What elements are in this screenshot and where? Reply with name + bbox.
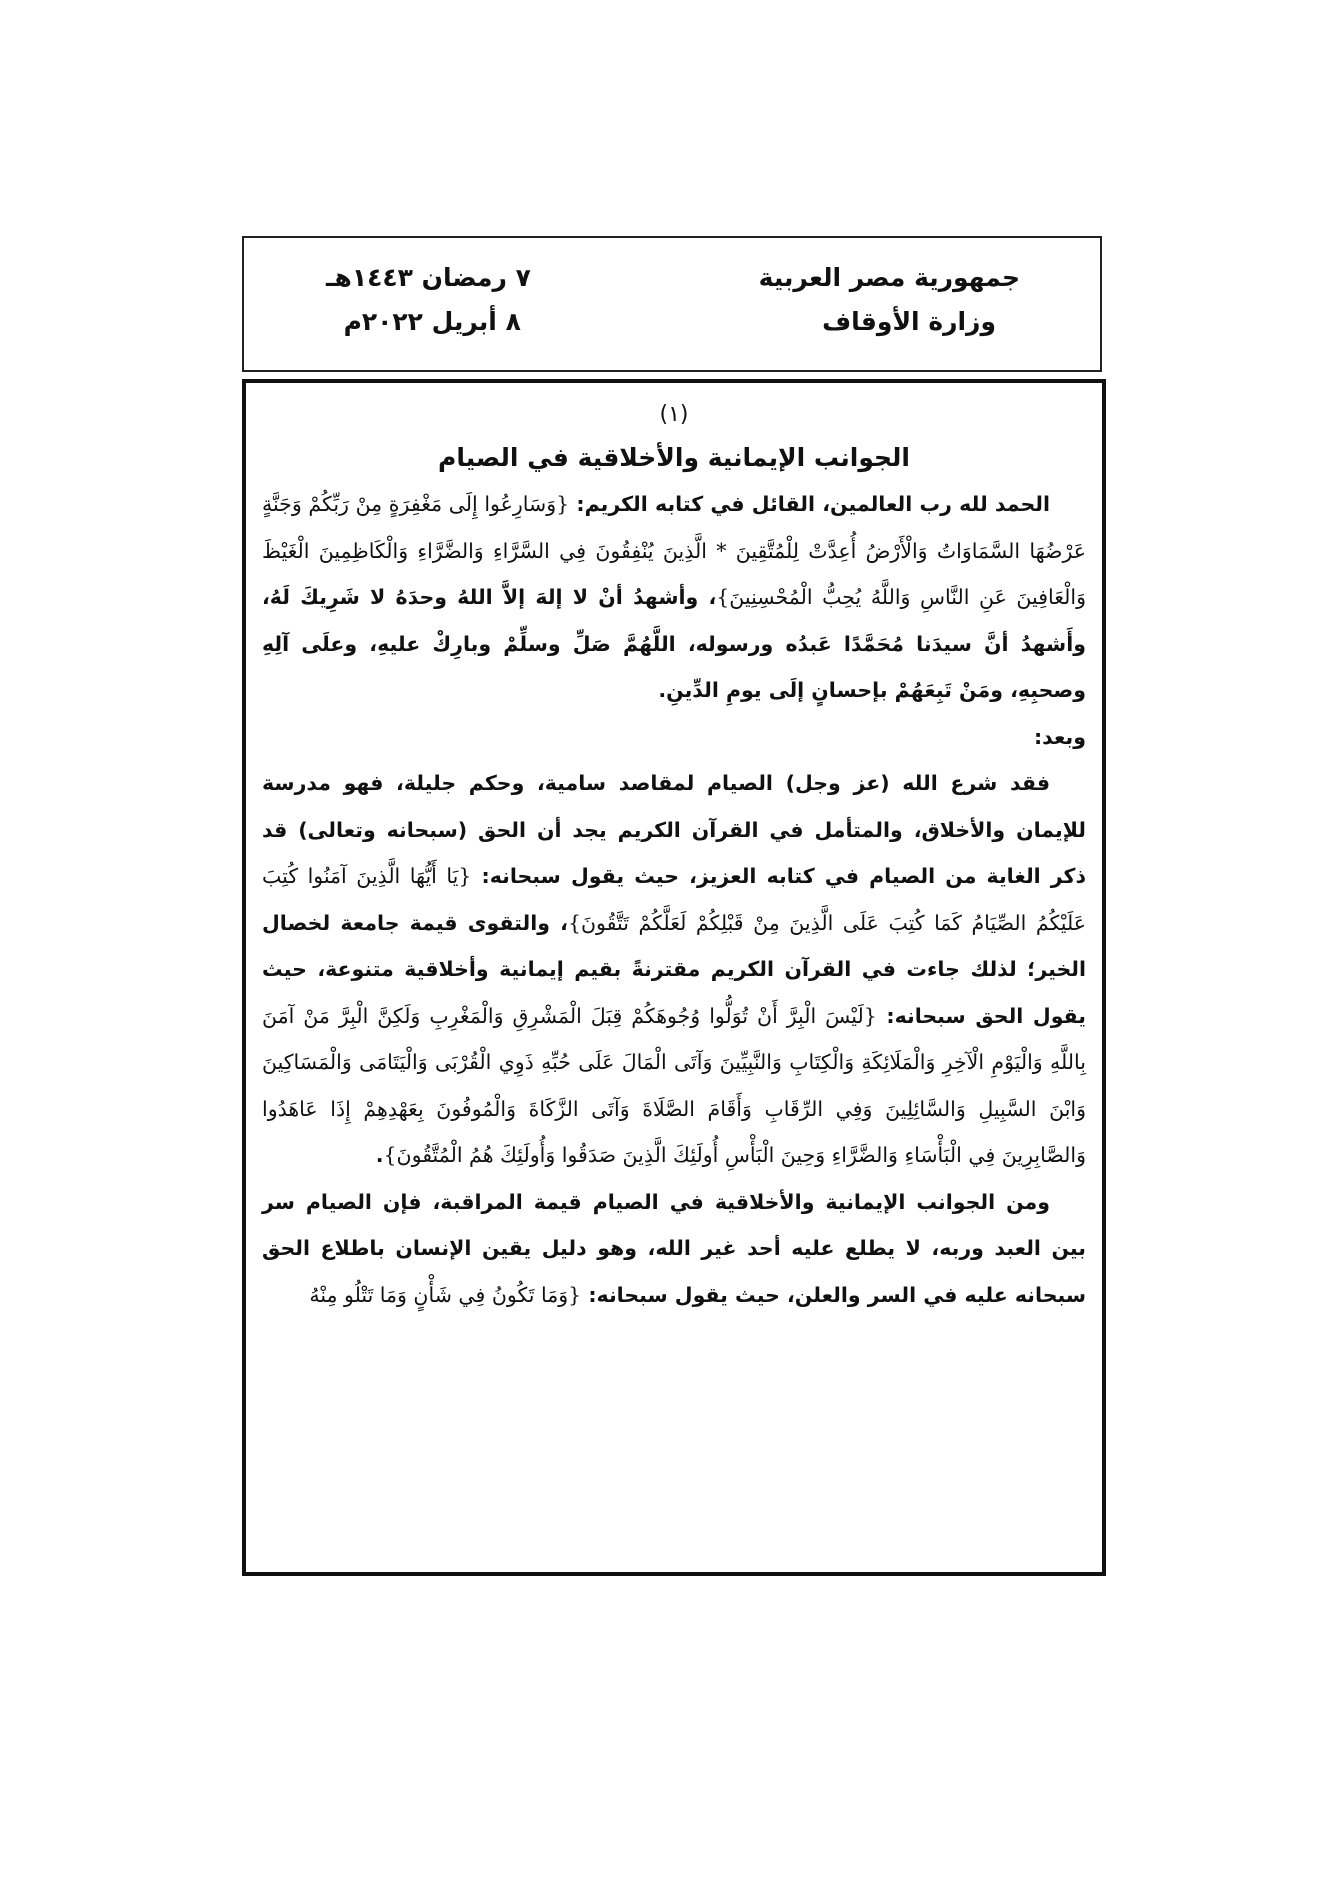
purpose-text: فقد شرع الله (عز وجل) الصيام لمقاصد سامية، وحكم جليلة، فهو مدرسة للإيمان والأخلاق، والمتأمل في القرآن الكريم يجد أن الحق (سبحانه وتعالى) قد ذكر الغاية من الصيام في كتابه العزيز، حيث يقول سبحانه: [262,771,1086,888]
hijri-date: ٧ رمضان ١٤٤٣هـ [326,263,531,292]
transition-text: وبعد: [1033,724,1086,749]
page-number: (١) [659,402,689,427]
header-issuer [759,256,1020,344]
page-title: الجوانب الإيمانية والأخلاقية في الصيام [438,443,910,472]
paragraph-transition [262,714,1086,761]
ministry-name: وزارة الأوقاف [822,307,996,336]
document-header [242,236,1102,372]
header-dates [326,256,531,344]
paragraph-opening [262,481,1086,714]
sermon-body [242,379,1106,1576]
paragraph-fasting-purpose [262,760,1086,1179]
gregorian-date: ٨ أبريل ٢٠٢٢م [343,307,521,336]
quran-verse: {لَيْسَ الْبِرَّ أَنْ تُوَلُّوا وُجُوهَكُمْ قِبَلَ الْمَشْرِقِ وَالْمَغْرِبِ وَلَكِنَّ الْبِرَّ مَنْ آمَنَ بِاللَّهِ وَالْيَوْمِ الْآخِرِ وَالْمَلَائِكَةِ وَالْكِتَابِ وَالنَّبِيِّينَ وَآتَى الْمَالَ عَلَى حُبِّهِ ذَوِي الْقُرْبَى وَالْيَتَامَى وَالْمَسَاكِينَ وَابْنَ السَّبِيلِ وَالسَّائِلِينَ وَفِي الرِّقَابِ وَأَقَامَ الصَّلَاةَ وَآتَى الزَّكَاةَ وَالْمُوفُونَ بِعَهْدِهِمْ إِذَا عَاهَدُوا وَالصَّابِرِينَ فِي الْبَأْسَاءِ وَالضَّرَّاءِ وَحِينَ الْبَأْسِ أُولَئِكَ الَّذِينَ صَدَقُوا وَأُولَئِكَ هُمُ الْمُتَّقُونَ} [262,1003,1086,1167]
paragraph-vigilance [262,1179,1086,1319]
country-name: جمهورية مصر العربية [758,263,1020,292]
opening-text: الحمد لله رب العالمين، القائل في كتابه الكريم: [569,492,1050,516]
quran-verse: {يَا أَيُّهَا الَّذِينَ آمَنُوا كُتِبَ عَلَيْكُمُ الصِّيَامُ كَمَا كُتِبَ عَلَى الَّذِينَ مِنْ قَبْلِكُمْ لَعَلَّكُمْ تَتَّقُونَ} [262,864,1087,935]
purpose-text-end: . [375,1143,384,1167]
quran-verse: {وَسَارِعُوا إِلَى مَغْفِرَةٍ مِنْ رَبِّكُمْ وَجَنَّةٍ عَرْضُهَا السَّمَاوَاتُ وَالْأَرْضُ أُعِدَّتْ لِلْمُتَّقِينَ * الَّذِينَ يُنْفِقُونَ فِي السَّرَّاءِ وَالضَّرَّاءِ وَالْكَاظِمِينَ الْغَيْظَ وَالْعَافِينَ عَنِ النَّاسِ وَاللَّهُ يُحِبُّ الْمُحْسِنِينَ} [262,492,1086,609]
purpose-text-continued: ، والتقوى قيمة جامعة لخصال الخير؛ لذلك جاءت في القرآن الكريم مقترنةً بقيم إيمانية وأخلاقية متنوعة، حيث يقول الحق سبحانه: [262,910,1086,1028]
vigilance-text: ومن الجوانب الإيمانية والأخلاقية في الصيام قيمة المراقبة، فإن الصيام سر بين العبد وربه، لا يطلع عليه أحد غير الله، وهو دليل يقين الإنسان باطلاع الحق سبحانه عليه في السر والعلن، حيث يقول سبحانه: [262,1189,1086,1307]
opening-text-continued: ، وأشهدُ أنْ لا إلهَ إلاَّ اللهُ وحدَهُ لا شَرِيكَ لَهُ، وأَشهدُ أنَّ سيدَنا مُحَمَّدًا عَبدُه ورسوله، اللَّهُمَّ صَلِّ وسلِّمْ وبارِكْ عليهِ، وعلَى آلِهِ وصحبِهِ، ومَنْ تَبِعَهُمْ بإحسانٍ إلَى يومِ الدِّينِ. [262,585,1086,702]
quran-verse: {وَمَا تَكُونُ فِي شَأْنٍ وَمَا تَتْلُو مِنْهُ [309,1282,582,1307]
